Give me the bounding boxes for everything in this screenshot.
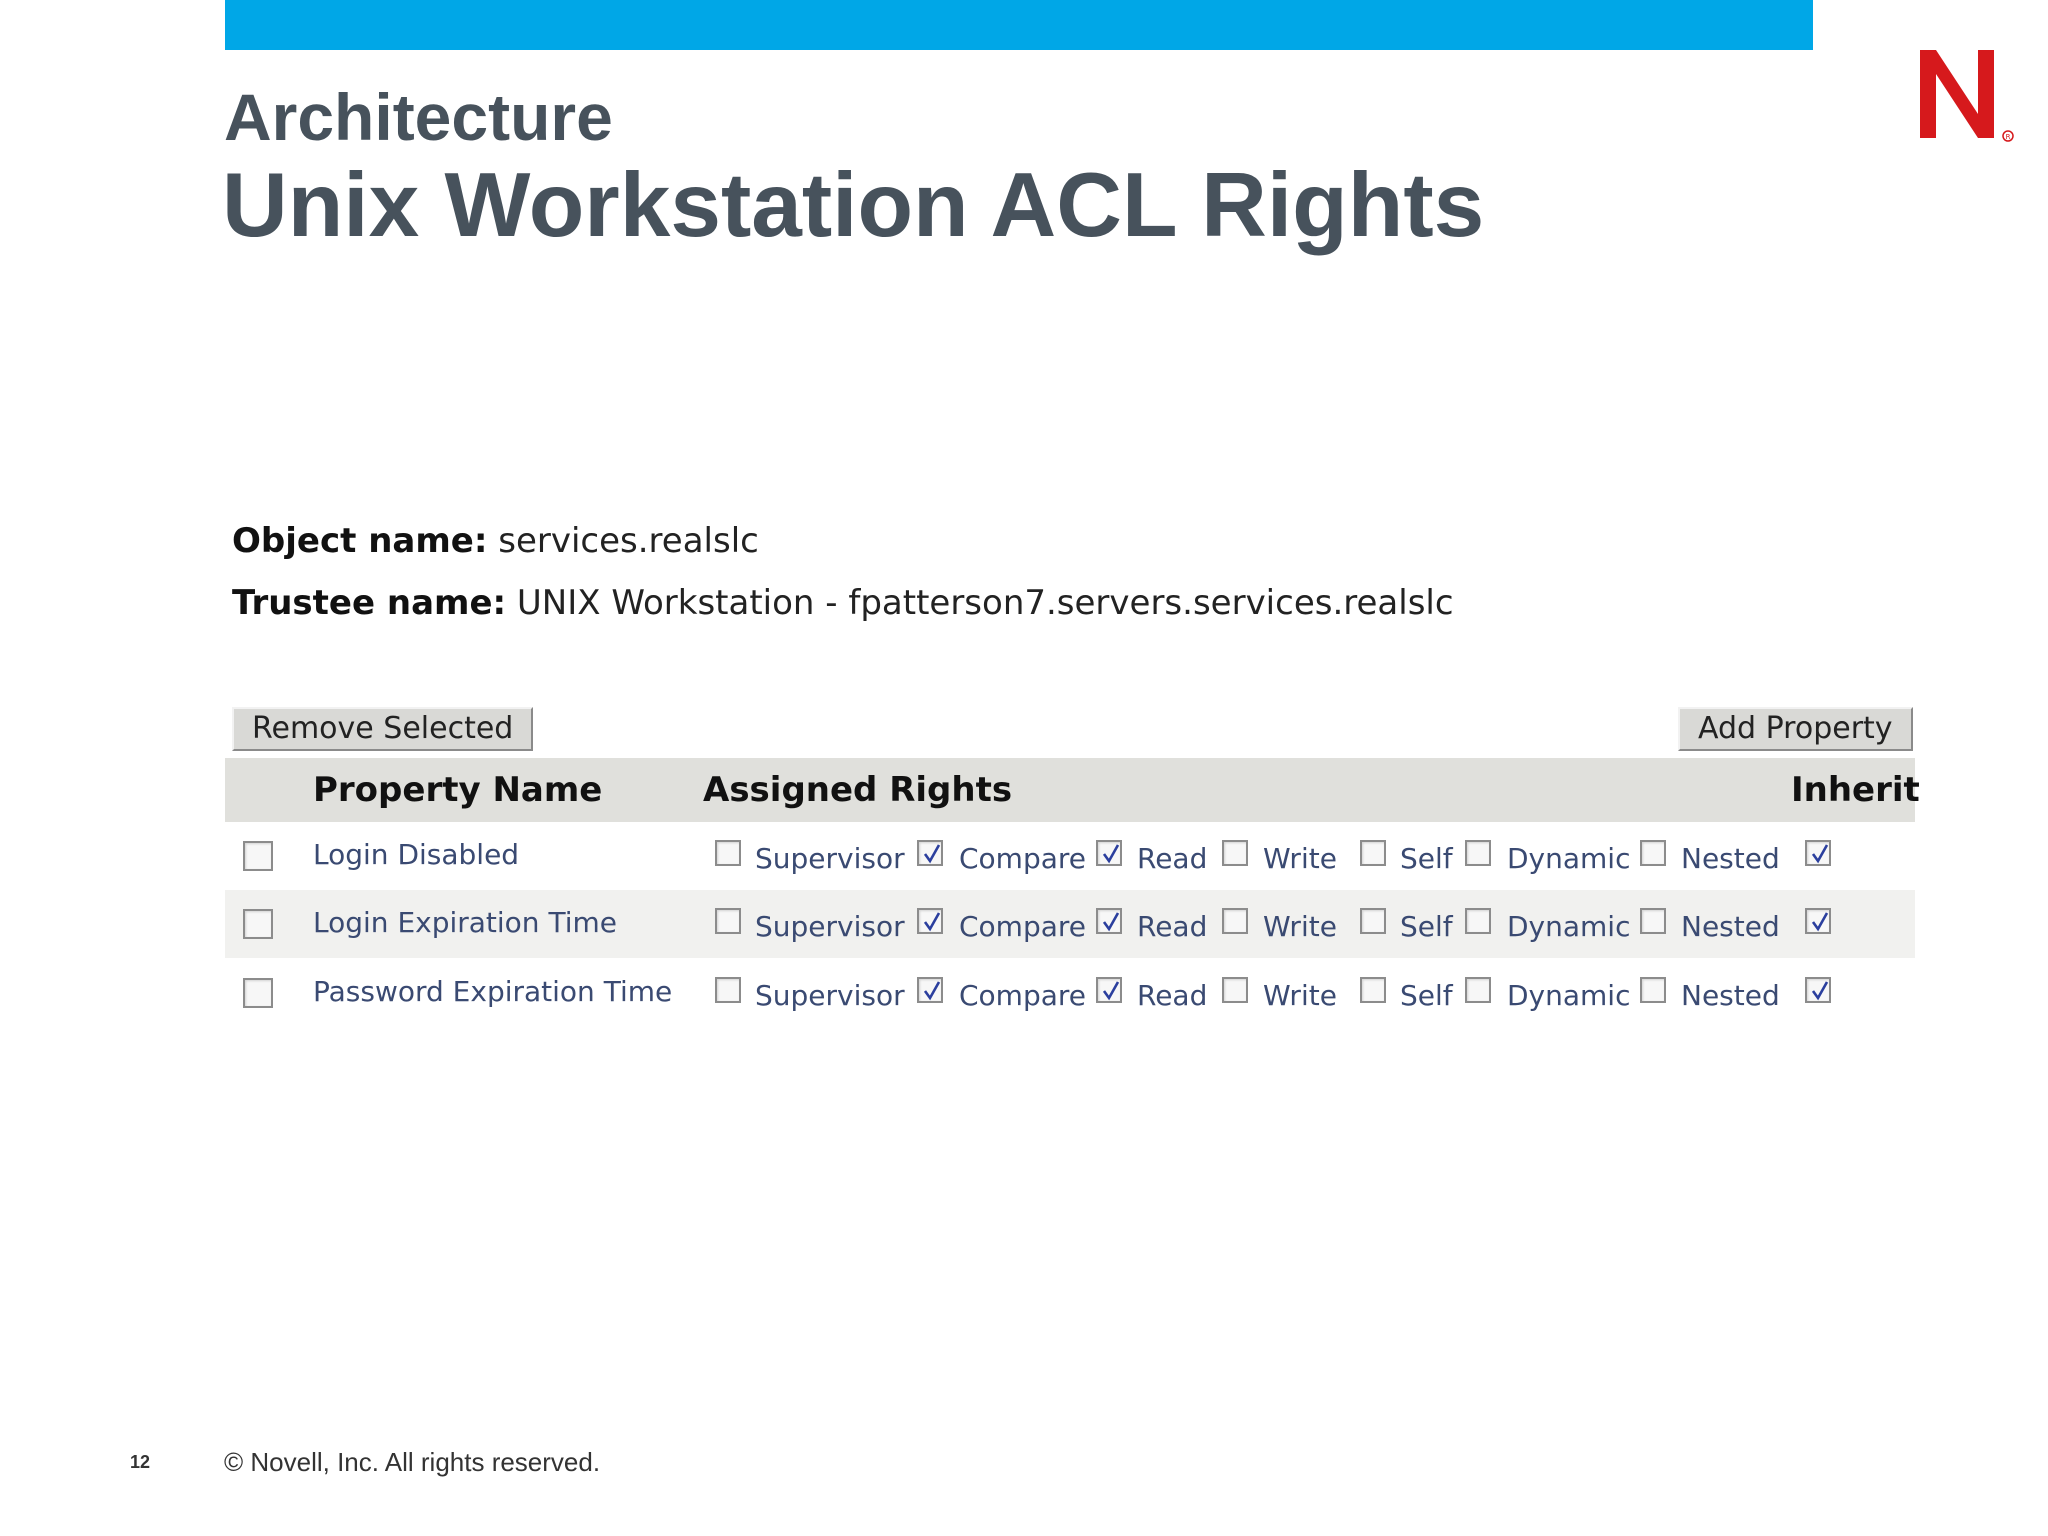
- right-nested-checkbox[interactable]: [1640, 908, 1666, 934]
- right-read-checkbox[interactable]: [1096, 840, 1122, 866]
- right-nested-label: Nested: [1681, 910, 1780, 943]
- right-supervisor-label: Supervisor: [755, 910, 905, 943]
- right-compare-label: Compare: [959, 910, 1087, 943]
- right-dynamic-label: Dynamic: [1507, 842, 1631, 875]
- right-self-label: Self: [1400, 910, 1453, 943]
- right-self-label: Self: [1400, 979, 1453, 1012]
- remove-selected-button[interactable]: Remove Selected: [232, 707, 533, 751]
- header-assigned-rights: Assigned Rights: [703, 770, 1013, 810]
- right-self-checkbox[interactable]: [1360, 977, 1386, 1003]
- right-read-checkbox[interactable]: [1096, 908, 1122, 934]
- property-name: Login Expiration Time: [313, 906, 617, 939]
- table-row: [225, 959, 1915, 1027]
- table-row: [225, 890, 1915, 958]
- right-self-checkbox[interactable]: [1360, 840, 1386, 866]
- right-compare-checkbox[interactable]: [917, 908, 943, 934]
- right-write-checkbox[interactable]: [1222, 908, 1248, 934]
- top-accent-bar: [225, 0, 1813, 50]
- property-name: Password Expiration Time: [313, 975, 673, 1008]
- right-self-label: Self: [1400, 842, 1453, 875]
- row-select-checkbox[interactable]: [243, 978, 273, 1008]
- right-dynamic-label: Dynamic: [1507, 979, 1631, 1012]
- right-compare-label: Compare: [959, 979, 1087, 1012]
- right-read-checkbox[interactable]: [1096, 977, 1122, 1003]
- right-supervisor-label: Supervisor: [755, 842, 905, 875]
- right-supervisor-checkbox[interactable]: [715, 977, 741, 1003]
- table-header: [225, 758, 1920, 822]
- trustee-name-label: Trustee name:: [232, 583, 507, 623]
- slide-title: Unix Workstation ACL Rights: [222, 155, 1485, 256]
- right-read-label: Read: [1137, 910, 1208, 943]
- header-property-name: Property Name: [313, 770, 603, 810]
- right-nested-label: Nested: [1681, 842, 1780, 875]
- right-compare-label: Compare: [959, 842, 1087, 875]
- svg-text:R: R: [2005, 133, 2011, 141]
- object-name-line: [232, 521, 759, 561]
- right-read-label: Read: [1137, 842, 1208, 875]
- add-property-button[interactable]: Add Property: [1678, 707, 1913, 751]
- copyright-text: © Novell, Inc. All rights reserved.: [224, 1447, 601, 1477]
- right-write-label: Write: [1263, 979, 1337, 1012]
- object-name-value: services.realslc: [498, 521, 759, 561]
- right-compare-checkbox[interactable]: [917, 840, 943, 866]
- right-dynamic-checkbox[interactable]: [1465, 908, 1491, 934]
- inherit-checkbox[interactable]: [1805, 840, 1831, 866]
- trustee-name-line: [232, 583, 1454, 623]
- row-select-checkbox[interactable]: [243, 909, 273, 939]
- right-nested-label: Nested: [1681, 979, 1780, 1012]
- right-self-checkbox[interactable]: [1360, 908, 1386, 934]
- object-name-label: Object name:: [232, 521, 488, 561]
- right-supervisor-checkbox[interactable]: [715, 840, 741, 866]
- right-nested-checkbox[interactable]: [1640, 977, 1666, 1003]
- property-name: Login Disabled: [313, 838, 520, 871]
- header-inherit: Inherit: [1791, 770, 1920, 810]
- right-nested-checkbox[interactable]: [1640, 840, 1666, 866]
- right-compare-checkbox[interactable]: [917, 977, 943, 1003]
- inherit-checkbox[interactable]: [1805, 908, 1831, 934]
- inherit-checkbox[interactable]: [1805, 977, 1831, 1003]
- table-row: [225, 822, 1915, 890]
- right-dynamic-checkbox[interactable]: [1465, 840, 1491, 866]
- right-write-label: Write: [1263, 910, 1337, 943]
- row-select-checkbox[interactable]: [243, 841, 273, 871]
- right-write-checkbox[interactable]: [1222, 840, 1248, 866]
- novell-logo: [1916, 44, 2016, 144]
- right-dynamic-label: Dynamic: [1507, 910, 1631, 943]
- slide-subtitle: Architecture: [224, 80, 613, 154]
- right-supervisor-label: Supervisor: [755, 979, 905, 1012]
- right-write-label: Write: [1263, 842, 1337, 875]
- trustee-name-value: UNIX Workstation - fpatterson7.servers.services.realslc: [516, 583, 1454, 623]
- page-number: 12: [130, 1452, 151, 1472]
- right-supervisor-checkbox[interactable]: [715, 908, 741, 934]
- right-dynamic-checkbox[interactable]: [1465, 977, 1491, 1003]
- right-write-checkbox[interactable]: [1222, 977, 1248, 1003]
- right-read-label: Read: [1137, 979, 1208, 1012]
